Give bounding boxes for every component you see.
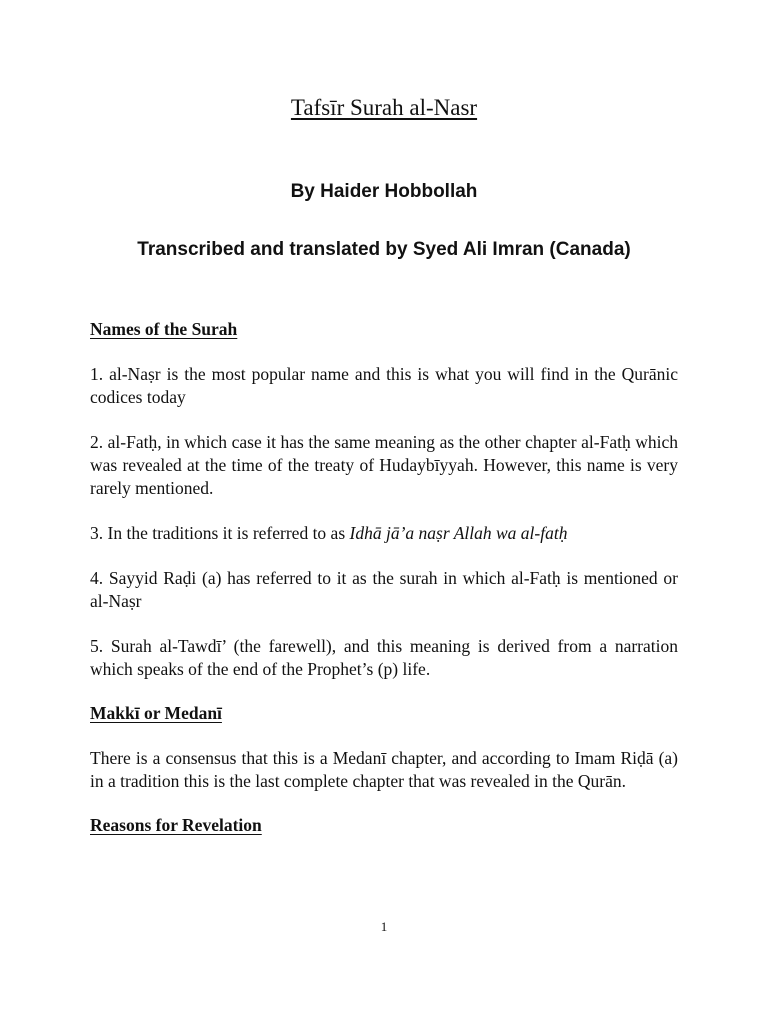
makki-paragraph: There is a consensus that this is a Medanī chapter, and according to Imam Riḍā (a) in a tradition this is the last complete chapter that was revealed in the Qurān. [90,748,678,791]
translator-line: Transcribed and translated by Syed Ali Imran (Canada) [137,239,631,260]
name-item-2: 2. al-Fatḥ, in which case it has the same meaning as the other chapter al-Fatḥ which was revealed at the time of the treaty of Hudaybīyyah. However, this name is very rarely mentioned. [90,432,678,498]
page-number: 1 [380,919,388,934]
document-body [90,318,678,837]
name-item-4: 4. Sayyid Raḍi (a) has referred to it as the surah in which al-Fatḥ is mentioned or al-Naṣr [90,568,678,611]
section-heading-makki: Makkī or Medanī [90,703,222,723]
author-line: By Haider Hobbollah [290,181,478,202]
name-item-3-italic: Idhā jā’a naṣr Allah wa al-fatḥ [349,523,568,543]
name-item-3 [90,522,678,545]
section-heading-names: Names of the Surah [90,319,238,339]
name-item-5: 5. Surah al-Tawdī’ (the farewell), and this meaning is derived from a narration which speaks of the end of the Prophet’s (p) life. [90,636,678,679]
name-item-1: 1. al-Naṣr is the most popular name and this is what you will find in the Qurānic codices today [90,364,678,407]
name-item-3-text: 3. In the traditions it is referred to as [90,523,350,543]
section-heading-reasons: Reasons for Revelation [90,815,262,835]
document-title: Tafsīr Surah al-Nasr [290,95,478,120]
